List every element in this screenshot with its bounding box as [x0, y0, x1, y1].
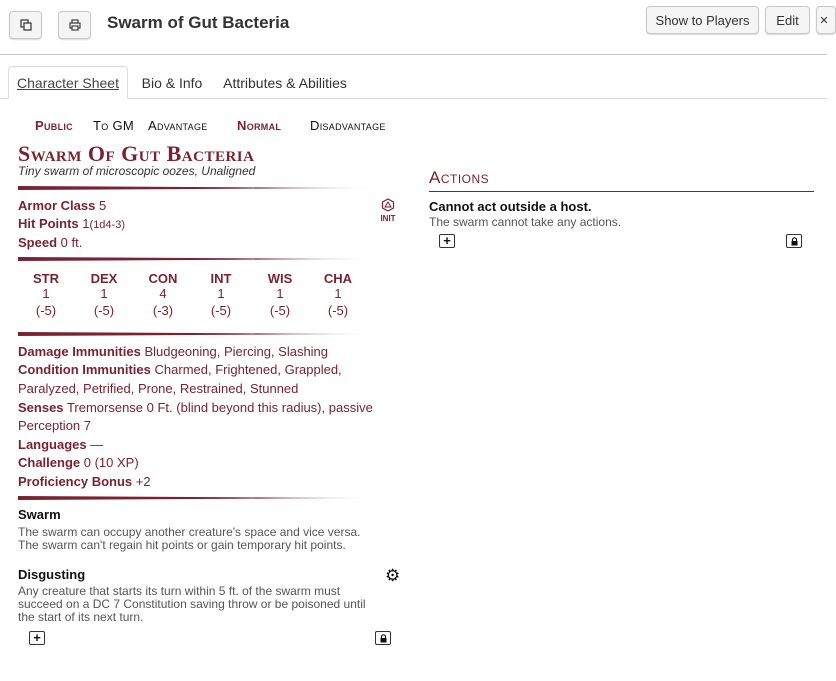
roll-to-gm[interactable]: To GM [93, 118, 134, 133]
hit-points[interactable] [18, 216, 125, 231]
divider [18, 496, 378, 500]
add-action-button[interactable] [439, 234, 455, 248]
roll-advantage[interactable]: Advantage [148, 118, 208, 133]
ability-name: WIS [267, 271, 293, 286]
ability-mod: (-5) [327, 303, 349, 318]
proficiency-bonus [18, 474, 151, 489]
trait-name[interactable]: Disgusting [18, 567, 86, 582]
plus-icon: + [33, 630, 41, 645]
monster-name: Swarm Of Gut Bacteria [18, 141, 255, 166]
languages-value: — [90, 437, 104, 452]
armor-class-label: Armor Class [18, 198, 96, 213]
roll-disadvantage[interactable]: Disadvantage [310, 118, 386, 133]
tab-character-sheet[interactable] [8, 66, 128, 99]
lock-action-button[interactable] [786, 234, 802, 248]
languages [18, 437, 103, 452]
plus-icon: + [443, 233, 451, 248]
tab-attributes-abilities[interactable] [218, 66, 352, 99]
senses-cont: Perception 7 [18, 418, 91, 433]
trait-name[interactable]: Swarm [18, 507, 61, 522]
lock-icon [379, 634, 388, 643]
tab-bio-info[interactable] [134, 66, 210, 99]
close-icon: ✕ [819, 14, 829, 27]
trait-description [18, 585, 366, 624]
ability-mod: (-5) [93, 303, 115, 318]
damage-immunities-label: Damage Immunities [18, 344, 141, 359]
ability-score: 1 [217, 286, 225, 301]
init-label: INIT [380, 214, 396, 223]
divider [18, 186, 378, 190]
proficiency-label: Proficiency Bonus [18, 474, 133, 489]
popout-icon [20, 19, 32, 31]
armor-class[interactable] [18, 198, 106, 213]
gear-icon[interactable]: ⚙ [385, 566, 401, 585]
senses-label: Senses [18, 400, 64, 415]
initiative-button[interactable] [377, 198, 399, 223]
action-description: The swarm cannot take any actions. [429, 215, 622, 229]
ability-score: 1 [100, 286, 108, 301]
ability-name: INT [210, 271, 232, 286]
divider [18, 257, 378, 261]
challenge [18, 455, 139, 470]
ability-name: DEX [90, 271, 118, 286]
armor-class-value: 5 [98, 198, 107, 213]
action-name[interactable]: Cannot act outside a host. [429, 199, 592, 214]
hit-dice[interactable]: (1d4-3) [89, 219, 125, 231]
print-icon [69, 19, 81, 31]
ability-mod: (-3) [152, 303, 174, 318]
edit-button[interactable]: Edit [765, 6, 810, 34]
senses [18, 400, 373, 415]
tab-label: Character Sheet [17, 74, 119, 91]
hit-points-label: Hit Points [18, 216, 79, 231]
speed [18, 235, 82, 250]
ability-name: CHA [323, 271, 353, 286]
actions-heading: Actions [429, 168, 490, 187]
condition-immunities-cont: Paralyzed, Petrified, Prone, Restrained, Stunned [18, 381, 299, 396]
condition-immunities-value: Charmed, Frightened, Grappled, [154, 362, 342, 377]
trait-line: succeed on a DC 7 Constitution saving throw or be poisoned until [18, 597, 366, 611]
actions-divider [429, 191, 814, 192]
popout-button[interactable] [9, 11, 42, 39]
d20-icon [381, 198, 395, 212]
monster-type: Tiny swarm of microscopic oozes, Unaligned [18, 164, 256, 178]
tab-label: Attributes & Abilities [223, 74, 347, 91]
ability-name: CON [148, 271, 178, 286]
roll-public[interactable]: Public [35, 118, 73, 133]
tab-label: Bio & Info [141, 74, 203, 91]
languages-label: Languages [18, 437, 87, 452]
ability-mod: (-5) [269, 303, 291, 318]
print-button[interactable] [58, 11, 91, 39]
challenge-value: 0 (10 XP) [83, 455, 139, 470]
add-trait-button[interactable] [29, 631, 45, 645]
ability-score: 1 [42, 286, 50, 301]
ability-name: STR [33, 271, 59, 286]
ability-mod: (-5) [35, 303, 57, 318]
ability-score: 1 [276, 286, 284, 301]
page-title: Swarm of Gut Bacteria [107, 13, 290, 32]
divider [18, 332, 378, 336]
ability-mod: (-5) [210, 303, 232, 318]
lock-trait-button[interactable] [375, 631, 391, 645]
hit-points-value: 1 [82, 216, 90, 231]
trait-line: Any creature that starts its turn within 5 ft. of the swarm must [18, 584, 341, 598]
ability-score: 1 [334, 286, 342, 301]
speed-value: 0 ft. [60, 235, 83, 250]
trait-description [18, 526, 360, 552]
condition-immunities-label: Condition Immunities [18, 362, 151, 377]
trait-line: the start of its next turn. [18, 610, 144, 624]
challenge-label: Challenge [18, 455, 81, 470]
ability-score: 4 [159, 286, 167, 301]
roll-normal[interactable]: Normal [237, 118, 282, 133]
damage-immunities-value: Bludgeoning, Piercing, Slashing [144, 344, 329, 359]
lock-icon [790, 237, 799, 246]
speed-label: Speed [18, 235, 58, 250]
damage-immunities [18, 344, 328, 359]
header-divider [0, 54, 827, 55]
condition-immunities [18, 362, 342, 377]
trait-line: The swarm can't regain hit points or gain temporary hit points. [18, 538, 346, 552]
senses-value: Tremorsense 0 Ft. (blind beyond this radius), passive [66, 400, 373, 415]
proficiency-value: +2 [135, 474, 151, 489]
trait-line: The swarm can occupy another creature's space and vice versa. [18, 525, 361, 539]
show-to-players-button[interactable]: Show to Players [646, 6, 759, 34]
close-button[interactable] [816, 6, 836, 34]
